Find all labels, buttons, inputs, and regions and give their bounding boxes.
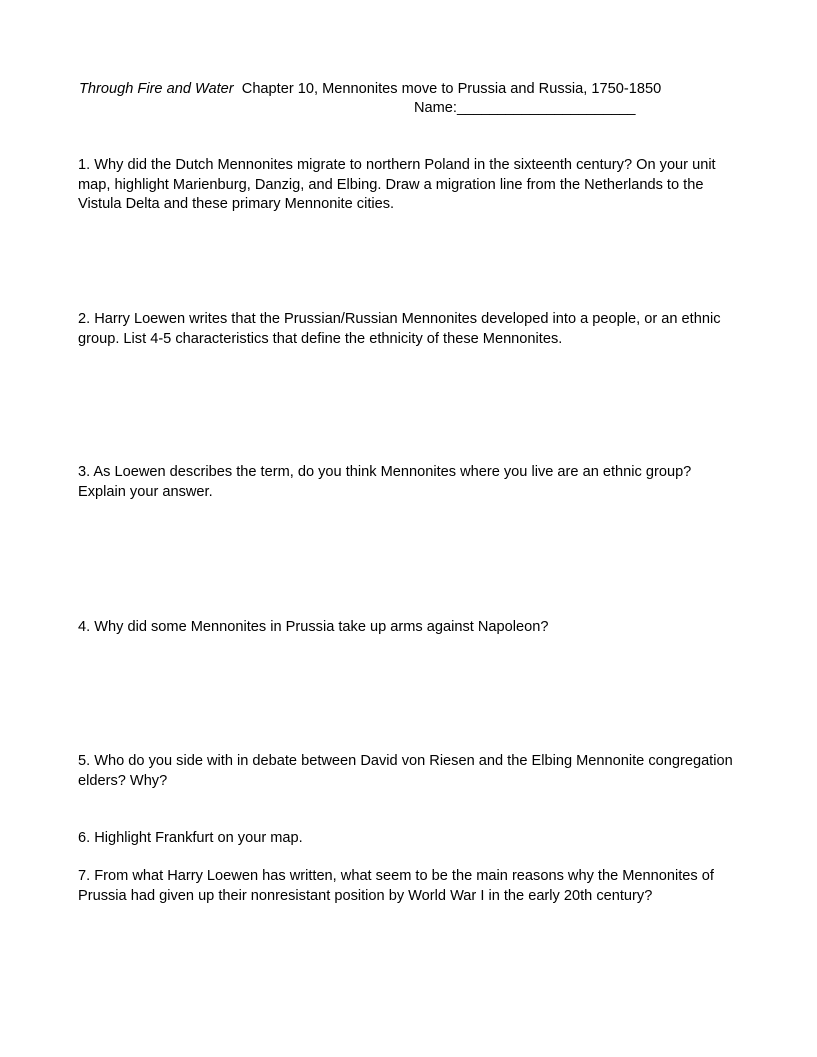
- name-field-label: Name:______________________: [414, 100, 636, 116]
- question-4: 4. Why did some Mennonites in Prussia take up arms against Napoleon?: [78, 619, 549, 635]
- question-5: 5. Who do you side with in debate between David von Riesen and the Elbing Mennonite congregation elders? Why?: [78, 753, 733, 789]
- question-6: 6. Highlight Frankfurt on your map.: [78, 830, 303, 846]
- book-title: Through Fire and Water: [79, 81, 234, 97]
- question-7: 7. From what Harry Loewen has written, what seem to be the main reasons why the Mennonites of Prussia had given up their nonresistant position by World War I in the early 20th century?: [78, 868, 714, 904]
- worksheet-header: [79, 80, 661, 100]
- chapter-info: Chapter 10, Mennonites move to Prussia and Russia, 1750-1850: [241, 81, 662, 97]
- question-2: 2. Harry Loewen writes that the Prussian/Russian Mennonites developed into a people, or an ethnic group. List 4-5 characteristics that define the ethnicity of these Mennonites.: [78, 311, 721, 347]
- question-3: 3. As Loewen describes the term, do you think Mennonites where you live are an ethnic group? Explain your answer.: [78, 464, 692, 500]
- question-1: 1. Why did the Dutch Mennonites migrate to northern Poland in the sixteenth century? On your unit map, highlight Marienburg, Danzig, and Elbing. Draw a migration line from the Netherlands to the Vistula Delta and these primary Mennonite cities.: [78, 157, 716, 212]
